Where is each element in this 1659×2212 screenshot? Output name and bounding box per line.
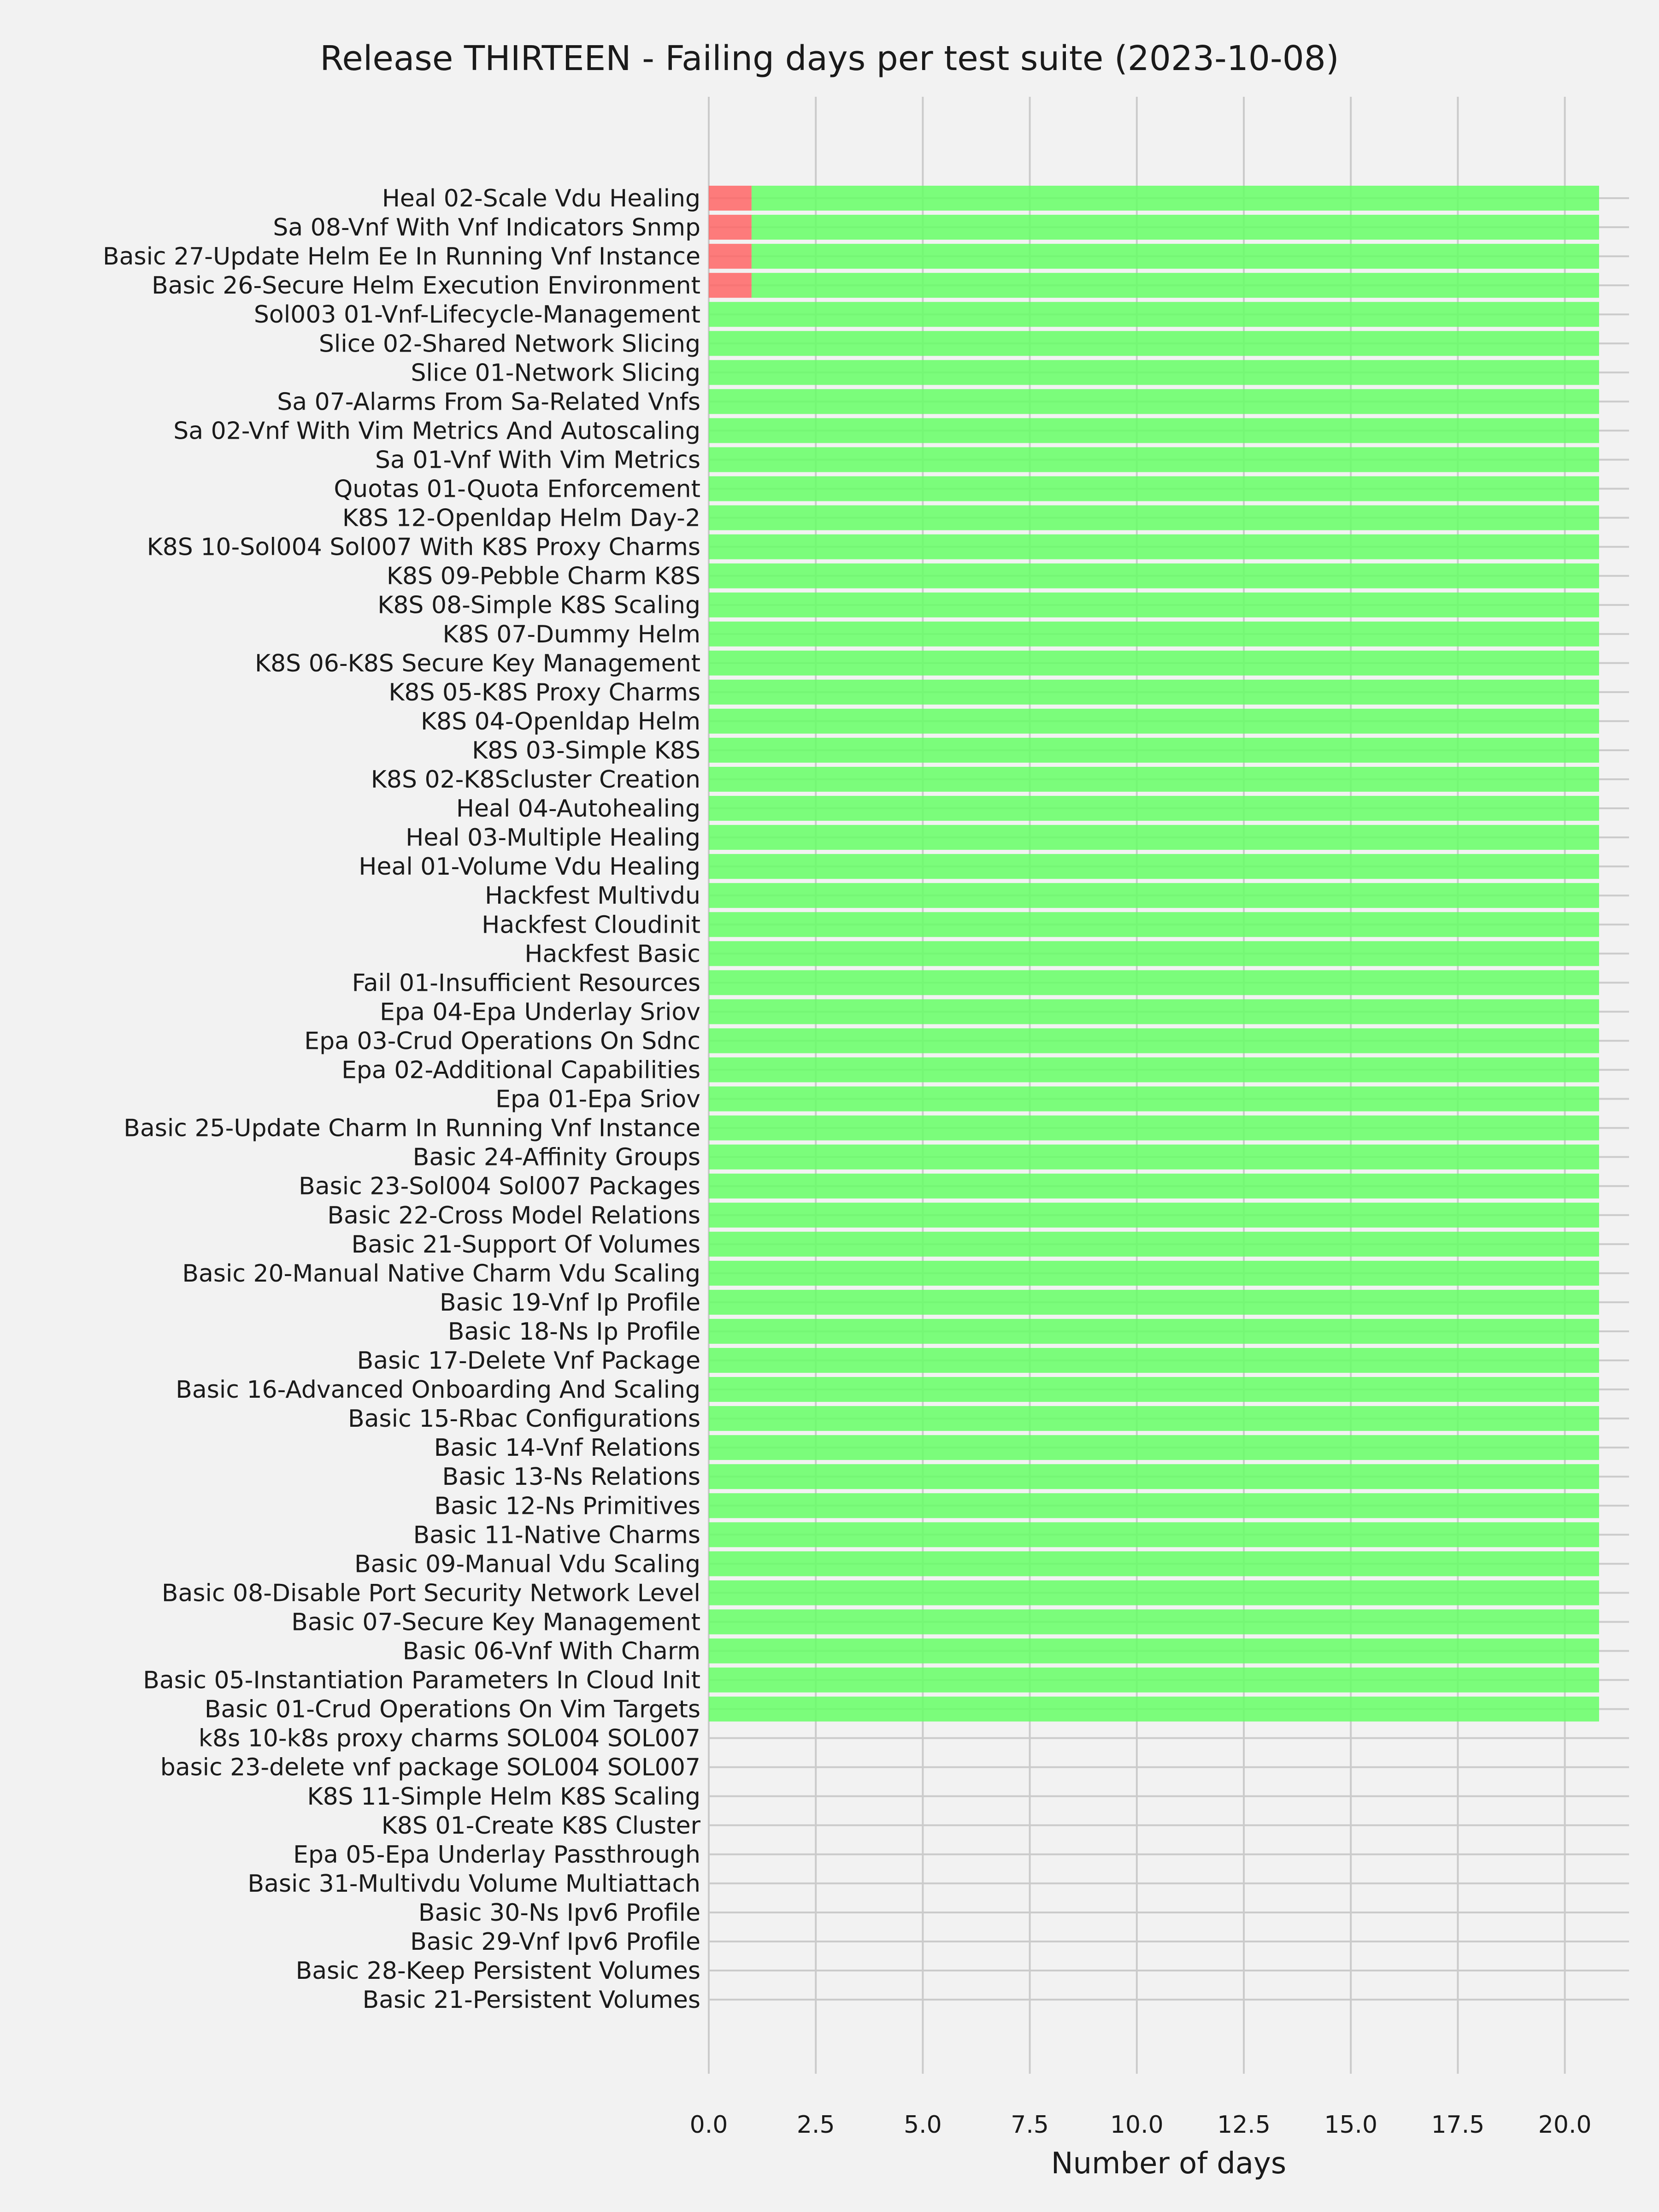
y-tick-label: Basic 11-Native Charms bbox=[413, 1521, 700, 1549]
bar-passing-days bbox=[709, 447, 1599, 472]
y-tick-label: Hackfest Cloudinit bbox=[482, 911, 700, 939]
bar-passing-days bbox=[709, 622, 1599, 647]
y-tick-label: Basic 25-Update Charm In Running Vnf Instance bbox=[124, 1114, 700, 1142]
bar-passing-days bbox=[709, 1261, 1599, 1286]
y-tick-label: Basic 13-Ns Relations bbox=[442, 1463, 700, 1491]
y-tick-label: Basic 17-Delete Vnf Package bbox=[357, 1347, 700, 1375]
bar-passing-days bbox=[709, 1551, 1599, 1576]
bar-passing-days bbox=[709, 1639, 1599, 1664]
bar-passing-days bbox=[709, 1145, 1599, 1170]
bar-passing-days bbox=[709, 1377, 1599, 1402]
y-tick-label: Basic 27-Update Helm Ee In Running Vnf Instance bbox=[102, 243, 700, 271]
y-tick-label: Fail 01-Insufficient Resources bbox=[352, 969, 700, 997]
y-tick-label: Heal 04-Autohealing bbox=[456, 795, 700, 823]
bar-passing-days bbox=[709, 1087, 1599, 1112]
bar-passing-days bbox=[709, 1174, 1599, 1199]
y-tick-label: Epa 05-Epa Underlay Passthrough bbox=[293, 1841, 700, 1869]
y-tick-label: Basic 23-Sol004 Sol007 Packages bbox=[299, 1172, 700, 1200]
y-tick-label: Epa 03-Crud Operations On Sdnc bbox=[304, 1027, 700, 1055]
y-tick-label: Basic 01-Crud Operations On Vim Targets bbox=[204, 1695, 700, 1724]
bar-passing-days bbox=[709, 389, 1599, 414]
y-tick-label: Basic 22-Cross Model Relations bbox=[327, 1201, 700, 1230]
y-tick-label: K8S 06-K8S Secure Key Management bbox=[254, 649, 700, 677]
x-tick-label: 20.0 bbox=[1538, 2111, 1592, 2139]
bar-passing-days bbox=[709, 1348, 1599, 1373]
y-tick-label: Hackfest Basic bbox=[524, 940, 700, 968]
bar-passing-days bbox=[709, 302, 1599, 327]
x-tick-label: 12.5 bbox=[1217, 2111, 1271, 2139]
bar-passing-days bbox=[709, 331, 1599, 356]
chart-title: Release THIRTEEN - Failing days per test suite (2023-10-08) bbox=[320, 39, 1339, 78]
bar-passing-days bbox=[709, 1116, 1599, 1141]
bar-passing-days bbox=[709, 1464, 1599, 1489]
bar-passing-days bbox=[709, 1435, 1599, 1460]
bar-passing-days bbox=[709, 970, 1599, 995]
bar-passing-days bbox=[709, 535, 1599, 559]
y-tick-label: Epa 02-Additional Capabilities bbox=[341, 1056, 700, 1084]
y-tick-label: Basic 14-Vnf Relations bbox=[434, 1434, 700, 1462]
bar-passing-days bbox=[709, 1493, 1599, 1518]
bar-passing-days bbox=[709, 1058, 1599, 1082]
x-tick-label: 0.0 bbox=[689, 2111, 728, 2139]
y-tick-label: K8S 01-Create K8S Cluster bbox=[381, 1812, 700, 1840]
y-tick-label: Slice 01-Network Slicing bbox=[411, 359, 700, 387]
y-tick-label: Basic 31-Multivdu Volume Multiattach bbox=[247, 1870, 700, 1898]
bar-passing-days bbox=[709, 1522, 1599, 1547]
x-axis-label: Number of days bbox=[1051, 2147, 1287, 2181]
y-tick-label: Basic 19-Vnf Ip Profile bbox=[439, 1288, 700, 1317]
y-tick-label: Basic 18-Ns Ip Profile bbox=[447, 1318, 700, 1346]
x-tick-label: 2.5 bbox=[796, 2111, 835, 2139]
y-tick-label: K8S 11-Simple Helm K8S Scaling bbox=[307, 1783, 700, 1811]
y-tick-label: Quotas 01-Quota Enforcement bbox=[334, 475, 700, 503]
bar-passing-days bbox=[709, 709, 1599, 734]
bar-passing-days bbox=[752, 273, 1599, 298]
x-tick-label: 7.5 bbox=[1011, 2111, 1049, 2139]
y-tick-label: k8s 10-k8s proxy charms SOL004 SOL007 bbox=[198, 1724, 700, 1753]
bar-passing-days bbox=[709, 1697, 1599, 1722]
bar-passing-days bbox=[709, 912, 1599, 937]
bar-passing-days bbox=[752, 215, 1599, 240]
y-tick-label: Basic 21-Persistent Volumes bbox=[362, 1986, 700, 2014]
bar-passing-days bbox=[709, 854, 1599, 879]
y-tick-label: Basic 21-Support Of Volumes bbox=[351, 1230, 700, 1259]
y-tick-label: Hackfest Multivdu bbox=[485, 882, 700, 910]
bar-passing-days bbox=[752, 244, 1599, 269]
y-tick-label: Basic 24-Affinity Groups bbox=[412, 1143, 700, 1171]
bar-passing-days bbox=[709, 738, 1599, 763]
y-tick-label: K8S 10-Sol004 Sol007 With K8S Proxy Charms bbox=[147, 533, 700, 561]
y-tick-label: Basic 16-Advanced Onboarding And Scaling bbox=[176, 1376, 700, 1404]
bar-passing-days bbox=[709, 1609, 1599, 1634]
bar-passing-days bbox=[709, 506, 1599, 530]
y-tick-label: K8S 02-K8Scluster Creation bbox=[371, 766, 700, 794]
y-tick-label: Sa 07-Alarms From Sa-Related Vnfs bbox=[277, 388, 700, 416]
bar-failing-days bbox=[709, 215, 752, 240]
y-tick-label: Basic 29-Vnf Ipv6 Profile bbox=[410, 1928, 700, 1956]
bar-passing-days bbox=[709, 564, 1599, 588]
y-tick-label: Basic 05-Instantiation Parameters In Cloud Init bbox=[143, 1666, 700, 1694]
y-tick-label: Epa 01-Epa Sriov bbox=[495, 1085, 700, 1113]
y-tick-label: Basic 12-Ns Primitives bbox=[434, 1492, 700, 1520]
x-tick-label: 5.0 bbox=[904, 2111, 942, 2139]
y-tick-label: K8S 09-Pebble Charm K8S bbox=[386, 562, 700, 590]
bar-passing-days bbox=[709, 1290, 1599, 1315]
y-tick-label: Heal 02-Scale Vdu Healing bbox=[382, 185, 700, 212]
y-tick-label: Sa 01-Vnf With Vim Metrics bbox=[375, 446, 700, 474]
bar-passing-days bbox=[709, 680, 1599, 705]
bar-failing-days bbox=[709, 273, 752, 298]
y-tick-label: Slice 02-Shared Network Slicing bbox=[318, 330, 700, 358]
bar-failing-days bbox=[709, 186, 752, 211]
bar-passing-days bbox=[752, 186, 1599, 211]
y-tick-label: K8S 07-Dummy Helm bbox=[442, 620, 700, 648]
x-tick-label: 17.5 bbox=[1431, 2111, 1485, 2139]
bar-passing-days bbox=[709, 593, 1599, 618]
y-tick-label: basic 23-delete vnf package SOL004 SOL007 bbox=[160, 1753, 700, 1782]
bar-passing-days bbox=[709, 477, 1599, 501]
bar-passing-days bbox=[709, 941, 1599, 966]
bar-passing-days bbox=[709, 1668, 1599, 1693]
bar-passing-days bbox=[709, 1319, 1599, 1344]
y-tick-label: Sa 02-Vnf With Vim Metrics And Autoscaling bbox=[173, 417, 700, 445]
y-tick-label: Epa 04-Epa Underlay Sriov bbox=[380, 998, 700, 1026]
y-tick-label: Basic 28-Keep Persistent Volumes bbox=[295, 1957, 700, 1985]
bar-passing-days bbox=[709, 796, 1599, 821]
bar-failing-days bbox=[709, 244, 752, 269]
bar-passing-days bbox=[709, 418, 1599, 443]
bar-passing-days bbox=[709, 767, 1599, 792]
y-tick-label: K8S 08-Simple K8S Scaling bbox=[377, 591, 700, 619]
bar-passing-days bbox=[709, 1406, 1599, 1431]
bar-passing-days bbox=[709, 651, 1599, 676]
x-tick-labels bbox=[690, 2111, 1592, 2139]
y-tick-label: K8S 04-Openldap Helm bbox=[420, 707, 700, 735]
y-tick-label: K8S 03-Simple K8S bbox=[472, 736, 700, 765]
y-tick-label: Basic 30-Ns Ipv6 Profile bbox=[418, 1899, 700, 1927]
y-tick-label: K8S 12-Openldap Helm Day-2 bbox=[342, 504, 700, 532]
y-tick-label: Basic 06-Vnf With Charm bbox=[402, 1637, 700, 1665]
bar-passing-days bbox=[709, 825, 1599, 850]
y-tick-label: Heal 03-Multiple Healing bbox=[406, 824, 700, 852]
bar-passing-days bbox=[709, 999, 1599, 1024]
x-tick-label: 10.0 bbox=[1110, 2111, 1164, 2139]
bar-passing-days bbox=[709, 1580, 1599, 1605]
bar-passing-days bbox=[709, 1203, 1599, 1228]
bar-passing-days bbox=[709, 1028, 1599, 1053]
y-tick-label: Basic 08-Disable Port Security Network Level bbox=[161, 1579, 700, 1607]
y-tick-label: Basic 09-Manual Vdu Scaling bbox=[354, 1550, 700, 1578]
bar-passing-days bbox=[709, 1232, 1599, 1257]
y-tick-label: Basic 07-Secure Key Management bbox=[291, 1608, 700, 1636]
y-tick-label: Basic 26-Secure Helm Execution Environment bbox=[152, 272, 700, 300]
bar-passing-days bbox=[709, 883, 1599, 908]
x-tick-label: 15.0 bbox=[1324, 2111, 1378, 2139]
y-tick-label: Sa 08-Vnf With Vnf Indicators Snmp bbox=[273, 214, 700, 242]
y-tick-label: Sol003 01-Vnf-Lifecycle-Management bbox=[253, 301, 700, 329]
bar-passing-days bbox=[709, 360, 1599, 385]
y-tick-label: K8S 05-K8S Proxy Charms bbox=[388, 678, 700, 706]
y-tick-label: Basic 15-Rbac Configurations bbox=[348, 1405, 700, 1433]
y-tick-label: Basic 20-Manual Native Charm Vdu Scaling bbox=[182, 1259, 700, 1288]
y-tick-label: Heal 01-Volume Vdu Healing bbox=[359, 853, 700, 881]
